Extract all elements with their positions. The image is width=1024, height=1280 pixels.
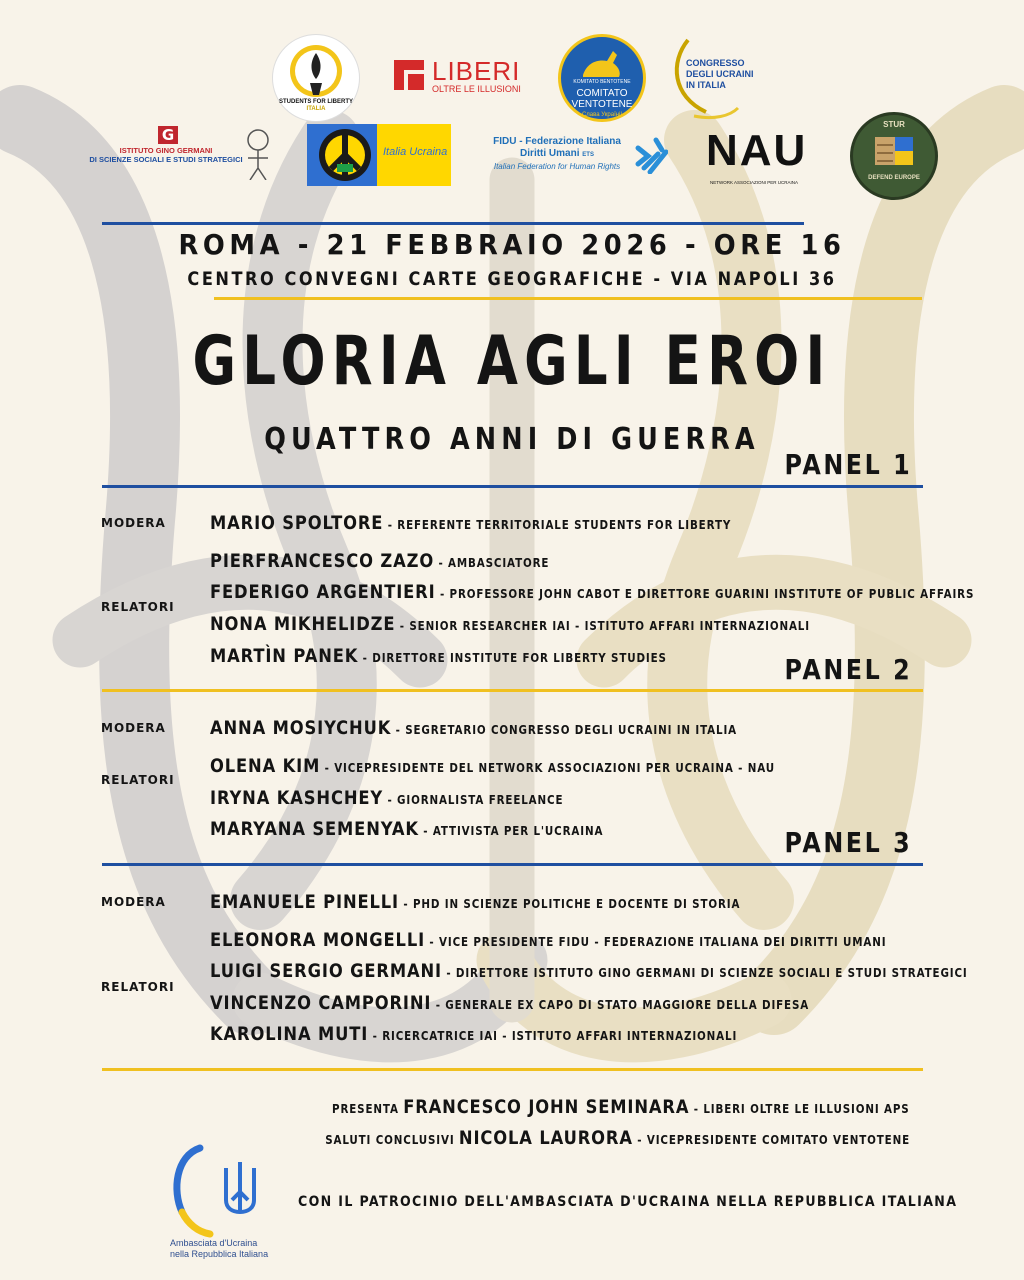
saluti-line: [325, 1127, 910, 1149]
panel-3-moderator: [210, 891, 740, 913]
moderator-desc: - SEGRETARIO CONGRESSO DEGLI UCRAINI IN ITALIA: [395, 723, 738, 737]
panel-3-rule: [102, 863, 923, 866]
ukraine-trident-emblem-icon: [170, 1142, 270, 1238]
speaker-name: KAROLINA MUTI: [210, 1023, 369, 1045]
speaker-desc: - AMBASCIATORE: [438, 556, 550, 570]
venue-line: CENTRO CONVEGNI CARTE GEOGRAFICHE - VIA NAPOLI 36: [187, 268, 837, 290]
panel-2-label: PANEL 2: [784, 653, 912, 686]
germani-line1: ISTITUTO GINO GERMANI: [119, 146, 213, 155]
sfl-line2: ITALIA: [306, 106, 326, 112]
stur-top: STUR: [883, 120, 905, 129]
date-line: ROMA - 21 FEBBRAIO 2026 - ORE 16: [178, 228, 846, 261]
speaker-name: VINCENZO CAMPORINI: [210, 992, 432, 1014]
speaker-desc: - DIRETTORE ISTITUTO GINO GERMANI DI SCIENZE SOCIALI E STUDI STRATEGICI: [446, 966, 968, 980]
ventotene-top: KOMITATO BENTOTENE: [573, 79, 631, 85]
panel-1-speaker-1: [210, 550, 549, 572]
speaker-name: NONA MIKHELIDZE: [210, 613, 396, 635]
congresso-ucraini-logo: [666, 32, 762, 122]
moderator-desc: - PHD IN SCIENZE POLITICHE E DOCENTE DI STORIA: [403, 897, 741, 911]
speaker-desc: - GIORNALISTA FREELANCE: [387, 793, 564, 807]
sfl-line1: STUDENTS FOR LIBERTY: [278, 99, 353, 105]
ventotene-line3: Слава Україні!: [581, 112, 623, 118]
ambasciata-ucraina-logo: [170, 1142, 300, 1268]
stur-bottom: DEFEND EUROPE: [868, 175, 920, 181]
presenta-name: FRANCESCO JOHN SEMINARA: [403, 1096, 690, 1118]
panel-3-speaker-4: [210, 1023, 737, 1045]
panel-1-rule: [102, 485, 923, 488]
germani-g-icon: G: [158, 126, 178, 144]
ambasciata-line1: Ambasciata d'Ucraina: [170, 1238, 258, 1248]
presenta-desc: - LIBERI OLTRE LE ILLUSIONI APS: [694, 1102, 910, 1116]
liberi-mark-icon: [392, 58, 426, 92]
speaker-desc: - ATTIVISTA PER L'UCRAINA: [423, 824, 604, 838]
congresso-line3: IN ITALIA: [686, 80, 726, 90]
panel-2-speaker-3: [210, 818, 603, 840]
header-rule-bottom: [214, 297, 922, 300]
panel-1-moderator: [210, 512, 731, 534]
moderator-name: MARIO SPOLTORE: [210, 512, 384, 534]
italia-ucraina-logo: [307, 124, 451, 186]
speaker-desc: - RICERCATRICE IAI - ISTITUTO AFFARI INTERNAZIONALI: [372, 1029, 738, 1043]
germani-line2: DI SCIENZE SOCIALI E STUDI STRATEGICI: [89, 155, 243, 164]
peace-symbol-icon: [307, 124, 377, 186]
closing-rule: [102, 1068, 923, 1071]
nau-name: NAU: [706, 126, 808, 175]
nau-caption: NETWORK ASSOCIAZIONI PER UCRAINA: [709, 180, 798, 185]
panel-1-relatori-label: RELATORI: [101, 600, 175, 614]
panel-3-label: PANEL 3: [784, 826, 912, 859]
congresso-line1: CONGRESSO: [686, 58, 745, 68]
panel-1-label: PANEL 1: [784, 448, 912, 481]
saluti-desc: - VICEPRESIDENTE COMITATO VENTOTENE: [637, 1133, 910, 1147]
speaker-name: OLENA KIM: [210, 755, 321, 777]
panel-2-speaker-2: [210, 787, 563, 809]
panel-2-rule: [102, 689, 923, 692]
ambasciata-line2: nella Repubblica Italiana: [170, 1249, 269, 1259]
liberi-tagline: OLTRE LE ILLUSIONI: [432, 84, 521, 94]
presenta-line: [332, 1096, 910, 1118]
students-for-liberty-logo: [272, 34, 360, 122]
speaker-desc: - GENERALE EX CAPO DI STATO MAGGIORE DELLA DIFESA: [435, 998, 810, 1012]
ventotene-line1: COMITATO: [576, 88, 628, 99]
patrocinio-line: CON IL PATROCINIO DELL'AMBASCIATA D'UCRAINA NELLA REPUBBLICA ITALIANA: [298, 1194, 958, 1210]
speaker-desc: - VICEPRESIDENTE DEL NETWORK ASSOCIAZIONI PER UCRAINA - NAU: [324, 761, 776, 775]
istituto-germani-logo: [86, 126, 276, 184]
nau-logo: [704, 122, 808, 190]
ventotene-line2: VENTOTENE: [571, 99, 633, 110]
fidu-line1: FIDU - Federazione Italiana: [493, 136, 621, 147]
fidu-ets: ETS: [582, 152, 594, 158]
panel-2-modera-label: MODERA: [101, 721, 166, 735]
speaker-desc: - SENIOR RESEARCHER IAI - ISTITUTO AFFARI INTERNAZIONALI: [399, 619, 810, 633]
stur-defend-europe-logo: [850, 112, 938, 200]
panel-3-modera-label: MODERA: [101, 895, 166, 909]
event-title: GLORIA AGLI EROI: [192, 322, 832, 401]
speaker-name: MARYANA SEMENYAK: [210, 818, 419, 840]
panel-1-speaker-4: [210, 645, 667, 667]
speaker-desc: - DIRETTORE INSTITUTE FOR LIBERTY STUDIES: [362, 651, 667, 665]
panel-1-modera-label: MODERA: [101, 516, 166, 530]
saluti-label: SALUTI CONCLUSIVI: [325, 1133, 455, 1147]
speaker-name: MARTÌN PANEK: [210, 645, 359, 667]
panel-2-speaker-1: [210, 755, 775, 777]
fidu-line2: Diritti Umani: [520, 148, 580, 159]
liberi-name: LIBERI: [432, 56, 521, 86]
panel-2-moderator: [210, 717, 737, 739]
liberi-logo: [392, 56, 532, 100]
congresso-line2: DEGLI UCRAINI: [686, 69, 754, 79]
panel-1-speaker-3: [210, 613, 810, 635]
speaker-name: PIERFRANCESCO ZAZO: [210, 550, 435, 572]
horse-rider-icon: [561, 41, 643, 81]
hand-icon: [632, 134, 668, 174]
header-rule-top: [102, 222, 804, 225]
panel-2-relatori-label: RELATORI: [101, 773, 175, 787]
speaker-name: LUIGI SERGIO GERMANI: [210, 960, 442, 982]
panel-3-relatori-label: RELATORI: [101, 980, 175, 994]
panel-1-speaker-2: [210, 581, 974, 603]
fidu-line3: Italian Federation for Human Rights: [493, 162, 621, 171]
comitato-ventotene-logo: [558, 34, 646, 122]
moderator-desc: - REFERENTE TERRITORIALE STUDENTS FOR LIBERTY: [387, 518, 732, 532]
speaker-name: FEDERIGO ARGENTIERI: [210, 581, 436, 603]
event-subtitle: QUATTRO ANNI DI GUERRA: [264, 422, 760, 457]
presenta-label: PRESENTA: [332, 1102, 400, 1116]
moderator-name: EMANUELE PINELLI: [210, 891, 399, 913]
fidu-logo: [484, 134, 668, 180]
speaker-desc: - PROFESSORE JOHN CABOT E DIRETTORE GUARINI INSTITUTE OF PUBLIC AFFAIRS: [439, 587, 975, 601]
panel-3-speaker-2: [210, 960, 968, 982]
panel-3-speaker-3: [210, 992, 809, 1014]
panel-3-speaker-1: [210, 929, 886, 951]
saluti-name: NICOLA LAURORA: [458, 1127, 633, 1149]
speaker-desc: - VICE PRESIDENTE FIDU - FEDERAZIONE ITALIANA DEI DIRITTI UMANI: [429, 935, 887, 949]
italia-ucraina-name: Italia Ucraina: [383, 146, 448, 158]
speaker-name: IRYNA KASHCHEY: [210, 787, 384, 809]
moderator-name: ANNA MOSIYCHUK: [210, 717, 392, 739]
speaker-name: ELEONORA MONGELLI: [210, 929, 426, 951]
